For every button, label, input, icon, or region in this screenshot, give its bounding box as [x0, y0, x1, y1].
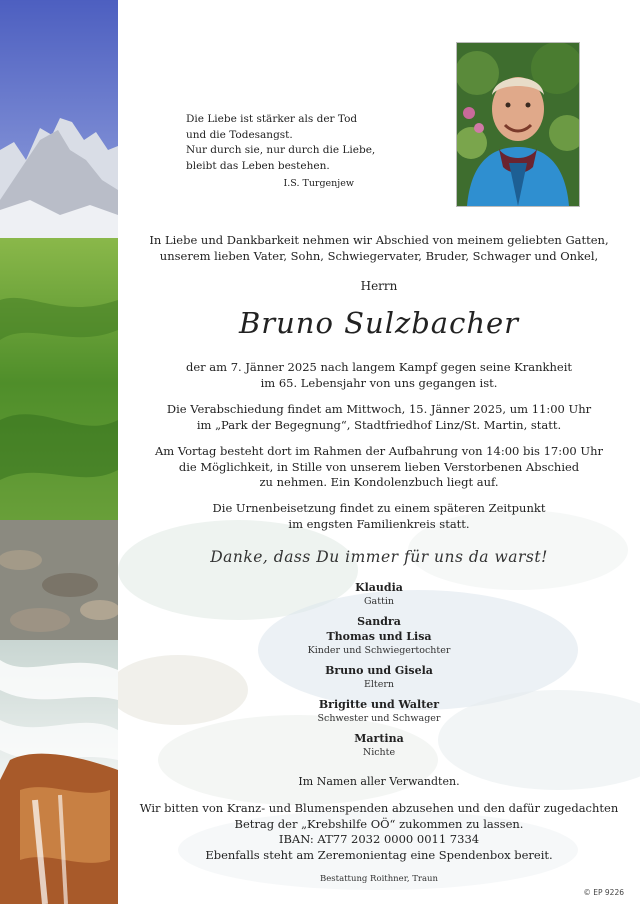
- farewell-line: im „Park der Begegnung“, Stadtfriedhof Linz/St. Martin, statt.: [196, 417, 562, 432]
- quote-line: bleibt das Leben bestehen.: [186, 159, 330, 172]
- mourner-name: Sandra: [357, 615, 401, 628]
- mountain-landscape-strip: [0, 0, 118, 904]
- mourner-role: Eltern: [363, 679, 395, 690]
- mourner-name: Bruno und Gisela: [325, 664, 433, 677]
- quote-line: und die Todesangst.: [186, 128, 293, 141]
- death-notice-line: im 65. Lebensjahr von uns gegangen ist.: [260, 375, 498, 390]
- donation-line: Ebenfalls steht am Zeremonientag eine Spendenbox bereit.: [205, 847, 553, 862]
- intro-line: unserem lieben Vater, Sohn, Schwiegervater, Bruder, Schwager und Onkel,: [159, 248, 599, 263]
- thanks-line: Danke, dass Du immer für uns da warst!: [210, 548, 548, 566]
- donation-line: Wir bitten von Kranz- und Blumenspenden abzusehen und den dafür zugedachten: [139, 801, 619, 815]
- mourner-name: Brigitte und Walter: [318, 698, 440, 711]
- mourner-role: Kinder und Schwiegertochter: [307, 645, 451, 656]
- salutation: Herrn: [360, 279, 398, 293]
- intro-line: In Liebe und Dankbarkeit nehmen wir Abschied von meinem geliebten Gatten,: [149, 233, 609, 247]
- farewell-notice: [118, 402, 640, 433]
- quote-block: [186, 112, 386, 192]
- mourner-name: Klaudia: [355, 581, 403, 594]
- mourner-group: [118, 697, 640, 725]
- mourner-group: [118, 731, 640, 759]
- donation-line: IBAN: AT77 2032 0000 0011 7334: [278, 832, 480, 846]
- viewing-notice: [118, 444, 640, 491]
- donation-line: Betrag der „Krebshilfe OÖ“ zukommen zu lassen.: [234, 816, 524, 831]
- urn-line: im engsten Familienkreis statt.: [288, 516, 470, 531]
- mourner-name: Thomas und Lisa: [326, 630, 432, 643]
- mourner-name: Martina: [354, 732, 404, 745]
- quote-author: I.S. Turgenjew: [283, 178, 354, 189]
- urn-notice: [118, 501, 640, 532]
- mourner-role: Gattin: [363, 596, 395, 607]
- mourner-role: Nichte: [362, 747, 396, 758]
- viewing-line: zu nehmen. Ein Kondolenzbuch liegt auf.: [259, 475, 499, 489]
- funeral-home: Bestattung Roithner, Traun: [320, 874, 438, 884]
- portrait-photo: [456, 42, 580, 207]
- farewell-line: Die Verabschiedung findet am Mittwoch, 15. Jänner 2025, um 11:00 Uhr: [166, 402, 592, 416]
- donation-notice: [118, 801, 640, 863]
- mourners-list: [118, 580, 640, 765]
- mourner-group: [118, 580, 640, 608]
- quote-line: Die Liebe ist stärker als der Tod: [186, 113, 358, 125]
- viewing-line: Am Vortag besteht dort im Rahmen der Aufbahrung von 14:00 bis 17:00 Uhr: [155, 444, 603, 458]
- mourner-role: Schwester und Schwager: [317, 713, 441, 724]
- death-notice-line: der am 7. Jänner 2025 nach langem Kampf gegen seine Krankheit: [185, 360, 573, 374]
- template-code: © EP 9226: [583, 888, 624, 897]
- quote-line: Nur durch sie, nur durch die Liebe,: [186, 144, 376, 156]
- death-notice: [118, 360, 640, 391]
- mourner-group: [118, 663, 640, 691]
- closing-line: Im Namen aller Verwandten.: [298, 775, 460, 788]
- mourner-group: [118, 614, 640, 657]
- intro-text: [118, 233, 640, 264]
- urn-line: Die Urnenbeisetzung findet zu einem späteren Zeitpunkt: [212, 501, 546, 515]
- viewing-line: die Möglichkeit, in Stille von unserem lieben Verstorbenen Abschied: [178, 459, 580, 474]
- deceased-name: Bruno Sulzbacher: [238, 306, 520, 340]
